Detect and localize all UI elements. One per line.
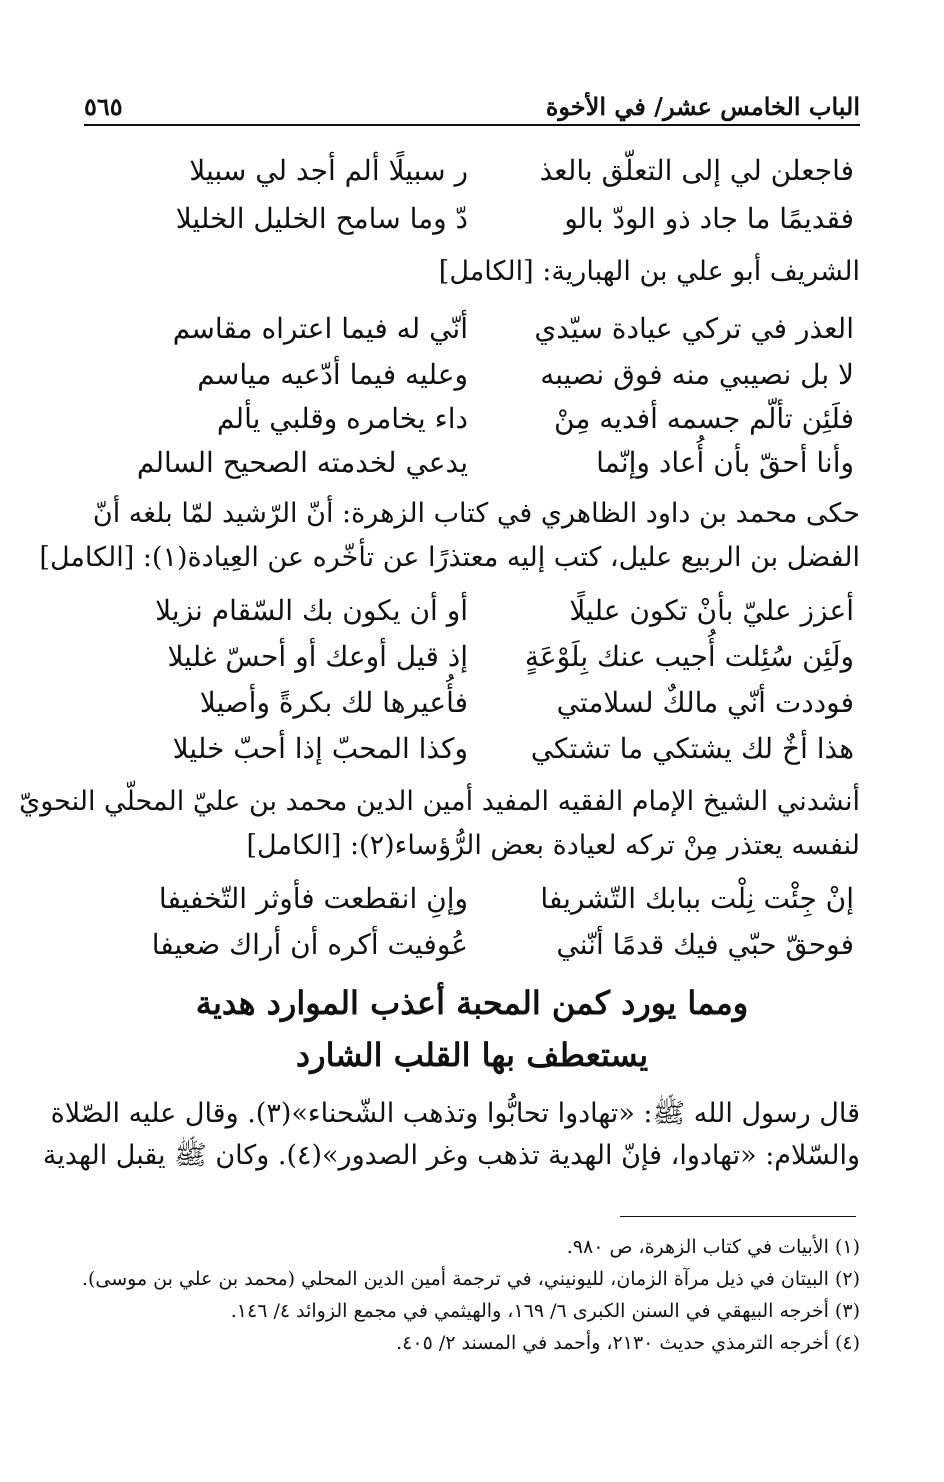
verse-line	[84, 640, 860, 684]
page-number: ٥٦٥	[84, 92, 123, 121]
verse-line	[84, 358, 860, 402]
second-hemistich: يدعي لخدمته الصحيح السالم	[136, 446, 468, 479]
second-hemistich: أنّي له فيما اعتراه مقاسم	[172, 312, 468, 345]
footnote: (١) الأبيات في كتاب الزهرة، ص ٩٨٠.	[566, 1236, 860, 1258]
first-hemistich: فاجعلن لي إلى التعلّق بالعذ	[539, 154, 854, 187]
first-hemistich: ولَئِن سُئِلت أُجيب عنك بِلَوْعَةٍ	[524, 640, 854, 673]
first-hemistich: أعزز عليّ بأنْ تكون عليلًا	[569, 594, 854, 627]
first-hemistich: وأنا أحقّ بأن أُعاد وإنّما	[596, 446, 854, 479]
verse-line	[84, 686, 860, 730]
prose-line: قال رسول الله ﷺ: «تهادوا تحابُّوا وتذهب الشّحناء»(٣). وقال عليه الصّلاة	[50, 1098, 860, 1129]
second-hemistich: فأُعيرها لك بكرةً وأصيلا	[199, 686, 468, 719]
verse-line	[84, 312, 860, 356]
running-header	[84, 86, 860, 126]
poem-attribution: الشريف أبو علي بن الهبارية: [الكامل]	[438, 256, 860, 287]
verse-line	[84, 202, 860, 246]
verse-line	[84, 928, 860, 972]
footnote: (٤) أخرجه الترمذي حديث ٢١٣٠، وأحمد في المسند ٢/ ٤٠٥.	[396, 1332, 860, 1354]
verse-line	[84, 732, 860, 776]
section-heading: يستعطف بها القلب الشارد	[295, 1036, 649, 1074]
second-hemistich: ر سبيلًا ألم أجد لي سبيلا	[189, 154, 468, 187]
second-hemistich: وعليه فيما أدّعيه مياسم	[197, 358, 468, 391]
first-hemistich: العذر في تركي عيادة سيّدي	[534, 312, 854, 345]
second-hemistich: أو أن يكون بك السّقام نزيلا	[155, 594, 468, 627]
first-hemistich: فلَئِن تألّم جسمه أفديه مِنْ	[554, 402, 854, 435]
header-rule	[84, 124, 860, 126]
verse-line	[84, 882, 860, 926]
footnote: (٢) البيتان في ذيل مرآة الزمان، لليونيني، في ترجمة أمين الدين المحلي (محمد بن علي بن موسى).	[81, 1268, 860, 1290]
first-hemistich: هذا أخٌ لك يشتكي ما تشتكي	[530, 732, 854, 765]
second-hemistich: عُوفيت أكره أن أراك ضعيفا	[151, 928, 468, 961]
second-hemistich: داء يخامره وقلبي يألم	[216, 402, 468, 435]
verse-line	[84, 402, 860, 446]
second-hemistich: وكذا المحبّ إذا أحبّ خليلا	[172, 732, 468, 765]
first-hemistich: فوحقّ حبّي فيك قدمًا أنّني	[556, 928, 854, 961]
prose-line: أنشدني الشيخ الإمام الفقيه المفيد أمين الدين محمد بن عليّ المحلّي النحويّ	[19, 786, 860, 817]
prose-line: والسّلام: «تهادوا، فإنّ الهدية تذهب وغر الصدور»(٤). وكان ﷺ يقبل الهدية	[42, 1140, 860, 1171]
second-hemistich: وإنِ انقطعت فأوثر التّخفيفا	[158, 882, 468, 915]
first-hemistich: إنْ جِئْت نِلْت ببابك التّشريفا	[540, 882, 854, 915]
verse-line	[84, 446, 860, 490]
verse-line	[84, 154, 860, 198]
second-hemistich: إذ قيل أوعك أو أحسّ غليلا	[167, 640, 468, 673]
footnote-rule	[620, 1216, 856, 1217]
first-hemistich: فوددت أنّي مالكٌ لسلامتي	[556, 686, 854, 719]
footnote: (٣) أخرجه البيهقي في السنن الكبرى ٦/ ١٦٩، والهيثمي في مجمع الزوائد ٤/ ١٤٦.	[230, 1300, 860, 1322]
first-hemistich: فقديمًا ما جاد ذو الودّ بالو	[564, 202, 854, 235]
prose-line: لنفسه يعتذر مِنْ تركه لعيادة بعض الرُّؤساء(٢): [الكامل]	[246, 830, 860, 861]
prose-line: الفضل بن الربيع عليل، كتب إليه معتذرًا عن تأخّره عن العِيادة(١): [الكامل]	[39, 542, 860, 573]
verse-line	[84, 594, 860, 638]
first-hemistich: لا بل نصيبي منه فوق نصيبه	[540, 358, 854, 391]
prose-line: حكى محمد بن داود الظاهري في كتاب الزهرة: أنّ الرّشيد لمّا بلغه أنّ	[92, 498, 860, 529]
section-heading: ومما يورد كمن المحبة أعذب الموارد هدية	[195, 984, 749, 1022]
second-hemistich: دّ وما سامح الخليل الخليلا	[175, 202, 468, 235]
chapter-title: الباب الخامس عشر/ في الأخوة	[545, 92, 860, 121]
